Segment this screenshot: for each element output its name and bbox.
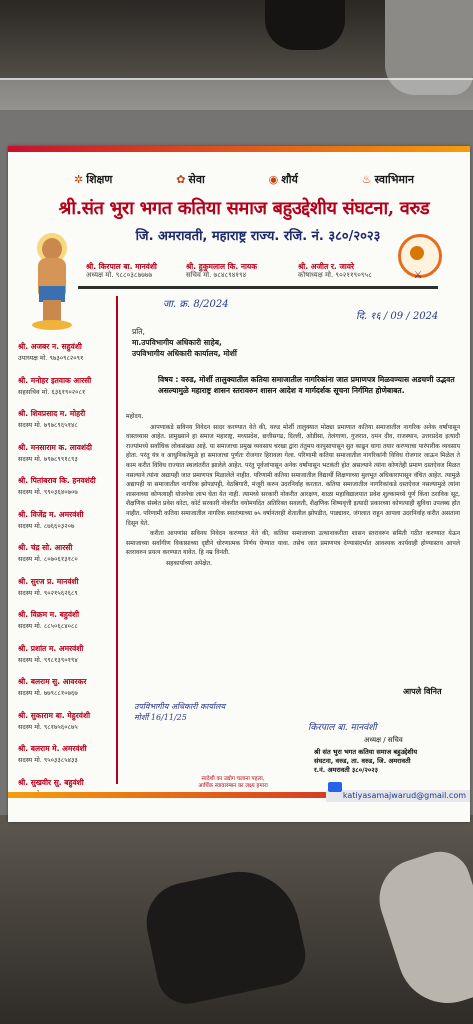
org-title: श्री.संत भुरा भगत कतिया समाज बहुउद्देशीय संघटना, वरुड <box>58 198 430 219</box>
tagline-item: ◉ शौर्य <box>268 173 298 186</box>
saint-figure <box>32 238 72 330</box>
reference-number: जा. क्र. 8/2024 <box>163 299 229 310</box>
member-item: श्री. विक्रम म. बहुवंशी सदस्य मो. ८८५०६८४०८८ <box>18 610 80 630</box>
tagline-item: ✿ सेवा <box>176 173 205 186</box>
closing-text: आपले विनित <box>403 687 442 696</box>
tagline-item: ♨ स्वाभिमान <box>361 173 414 186</box>
member-item: श्री. सुखवीर सु. बहुवंशी <box>18 777 84 787</box>
signature-role: अध्यक्ष / सचिव <box>364 736 403 744</box>
salutation: महोदय, <box>126 413 144 420</box>
member-item: श्री. सुकाराम बा. मेहुरवंशी सदस्य मो. ९८१७५६०८७५ <box>18 710 91 731</box>
email-footer[interactable]: katiyasamajwarud@gmail.com <box>326 790 470 802</box>
valor-icon: ◉ <box>268 173 279 186</box>
mail-icon <box>328 782 342 792</box>
top-stripe <box>8 146 470 152</box>
member-item: श्री. सुरज प्र. मानवंशी सदस्य मो. ९०२१५६२६८९ <box>18 576 79 597</box>
swords-icon: ⚔ <box>413 270 423 281</box>
education-icon: ✲ <box>74 173 84 186</box>
signature: किरपाल बा. मानवंशी <box>308 723 377 733</box>
member-item: श्री. बलराम सु. आवरकर सदस्य मो. ७७९८८१०७६७ <box>18 677 87 697</box>
footer-slogan: स्वदेशी का उद्योग चलाना पहला, आर्थिक स्वावलम्बन का लक्ष्य हमारा <box>198 776 268 789</box>
letter-paper <box>8 146 470 822</box>
member-item: श्री. शिवप्रसाद म. मोहरी सदस्य मो. ७९७८९६५१४८ <box>18 409 86 429</box>
member-item: श्री. बलराम मे. अमरवंशी सदस्य मो. ९५०३३८५४३३ <box>18 744 87 764</box>
member-item: श्री. चंद्र सो. आरसी सदस्य मो. ८०७०६१३१८० <box>18 543 78 563</box>
received-stamp: उपविभागीय अधिकारी कार्यालय मोर्शी 16/11/25 <box>134 702 226 722</box>
member-item: श्री. पितांबराव कि. हनवशंदी सदस्य मो. ९९०३६४०७०७ <box>18 476 96 496</box>
tagline-item: ✲ शिक्षण <box>74 173 113 186</box>
letter-subject: विषय : वरुड, मोर्शी तालुक्यातील कतिया समाजातील नागरिकांना जात प्रमाणपत्र मिळवण्यास अडचणी उद्भवत असल्यामुळे महाराष्ट्र शासन स्तरावरुन शासन आदेश व मार्गदर्शक सूचना निर्गमित होणेबाबत. <box>158 375 455 395</box>
header-rule <box>78 286 438 289</box>
body-paragraph: आपणाकडे सविनय निवेदन सादर करण्यात येते की, वरुड मोर्शी तालुक्यात मोठ्या प्रमाणात कतिया समाजातील नागरिक अनेक वर्षांपासून वास्तव्यास आहेत. प्रामुख्याने हा समाज महाराष्ट्र, मध्यप्रदेश, छत्तीसगढ, दिल्ली, ओडीसा, तेलंगाणा, गुजरात, दमन दीव, राजस्थान, उत्तरप्रदेश इत्यादी राज्यांमध्ये सर्वाधिक लोकसंख्या आहे. या समाजाचा प्रमुख व्यवसाय चरखा द्वारा तंतुमय कापुसापासून सुत काढून धागा तयार करण्याचा पारंपारीक व्यवसाय होता. परंतु यंत्र व आधुनिकतेमुळे हा समाजाचा पुर्णतः रोजगार हिरावला गेला. परिणामी कतिया समाजातील नागरिकांनी विविध रोजगार जाऊन मिळेल ते काम करीत विविध राज्यात स्थलांतरीत झालेले आहेत. परंतु पूर्वजांपासून अनेक वर्षांपासून भटकंती होत असल्याने त्यांना कोणतेही प्रमाण दस्तऐवज मिळत नसल्याने त्यांना अद्यापही जात प्रमाणपत्र मिळालेले नाहीत. परिणामी कतिया समाजातील विद्यार्थी शिक्षणाच्या मुलभूत अधिकारापासून वंचित आहेत. त्यामुळे अद्यापही या समाजातील नागरिक झोपडपट्टी, वेठबिगारी, मंजूरी करुन उदरनिर्वाह करतात. कतिया समाजातील नागरिकांकडे दस्तऐवज नसल्यामुळे त्यांना शासनाच्या कोणत्याही योजनेचा लाभ घेता येत नाही. त्यामध्ये सरकारी नोकरीत आरक्षण, शाळा महाविद्यालयात प्रवेश शुल्कामध्ये पूर्ण किंवा ठराविक सूट, शैक्षणिक संस्थेत प्रवेश कोटा, कोर्ट सरकारी नोकरीत वयोमर्यादेत अतिरिक्त सवलती, शैक्षणिक शिष्यवृत्ती इत्यादी प्रकारच्या कोणत्याही सुविधा उपलब्ध होत नाहीत. परिणामी कतिया समाजातील नागरिक स्वातंत्र्याच्या ७५ वर्षानंतरही शेतातील झोपडीत, पाड्यावर, जंगलात राहून आपला उदरनिर्वाह करीत असताना दिसून येते. <box>126 423 460 527</box>
member-item: श्री. प्रशांत म. अमरवंशी सदस्य मो. ९९८१३९०१९४ <box>18 643 84 664</box>
member-item: श्री. मनोहर इतवाक आरसी सहसचिव मो. ६३६१९०२०८१ <box>18 375 92 396</box>
sidebar-divider <box>116 296 118 784</box>
member-item: श्री. विजेंद्र म. अमरवंशी सदस्य मो. ८७६६०३२०७ <box>18 509 84 530</box>
officer-treasurer: श्री. अजीत र. जावरे कोषाध्यक्ष मो. ९०२११९०९५८ <box>298 262 372 279</box>
self-respect-icon: ♨ <box>361 173 372 186</box>
org-subtitle: जि. अमरावती, महाराष्ट्र राज्य. रजि. नं. ३८०/२०२३ <box>135 229 381 244</box>
letter-date: दि. १६ / 09 / 2024 <box>356 311 439 322</box>
signature-block: श्री संत भुरा भगत कतिया समाज बहुउद्देशीय संघटना, वरुड, ता. वरुड, जि. अमरावती र.नं. अमरावती ३८०/२०२३ <box>314 748 418 774</box>
service-icon: ✿ <box>176 173 186 186</box>
body-paragraph: सहकार्याच्या अपेक्षेत. <box>166 559 213 567</box>
shoe-top <box>265 0 345 50</box>
member-item: श्री. मनसाराम क. लावशंदी सदस्य मो. ७९७८९९१८९३ <box>18 442 92 463</box>
letter-body <box>126 412 460 570</box>
tagline-row <box>74 172 414 187</box>
body-paragraph: करीता आपणांस सविनय निवेदन करण्यात येते की, कतिया समाजाच्या उत्थानाकरीता शासन स्तरावरुन समिती गठीत करण्यात येऊन समाजाच्या सर्वांगीण विकासाच्या दृष्टीने धोरणात्मक निर्णय घेण्यात यावा. तसेच जात प्रमाणपत्र देण्यासंदर्भात आवश्यक कार्यवाही होण्यास्तव आपले स्तरावरुन प्रयत्न करण्यात यावेत. हि नम्र विनंती. <box>126 530 460 557</box>
officer-president: श्री. किरपाल बा. मानवंशी अध्यक्ष मो. ९८८०३८७७७७ <box>86 262 157 279</box>
members-sidebar <box>18 342 110 811</box>
member-item: श्री. अजबर न. सहुवंशी उपाध्यक्ष मो. ९७३०९८२०९१ <box>18 342 84 362</box>
officer-secretary: श्री. हुकुमलाल कि. नायक सचिव मो. ७८४८९४१९४ <box>186 262 258 279</box>
addressee-block: प्रति, मा.उपविभागीय अधिकारी साहेब, उपविभागीय अधिकारी कार्यालय, मोर्शी <box>132 327 237 358</box>
